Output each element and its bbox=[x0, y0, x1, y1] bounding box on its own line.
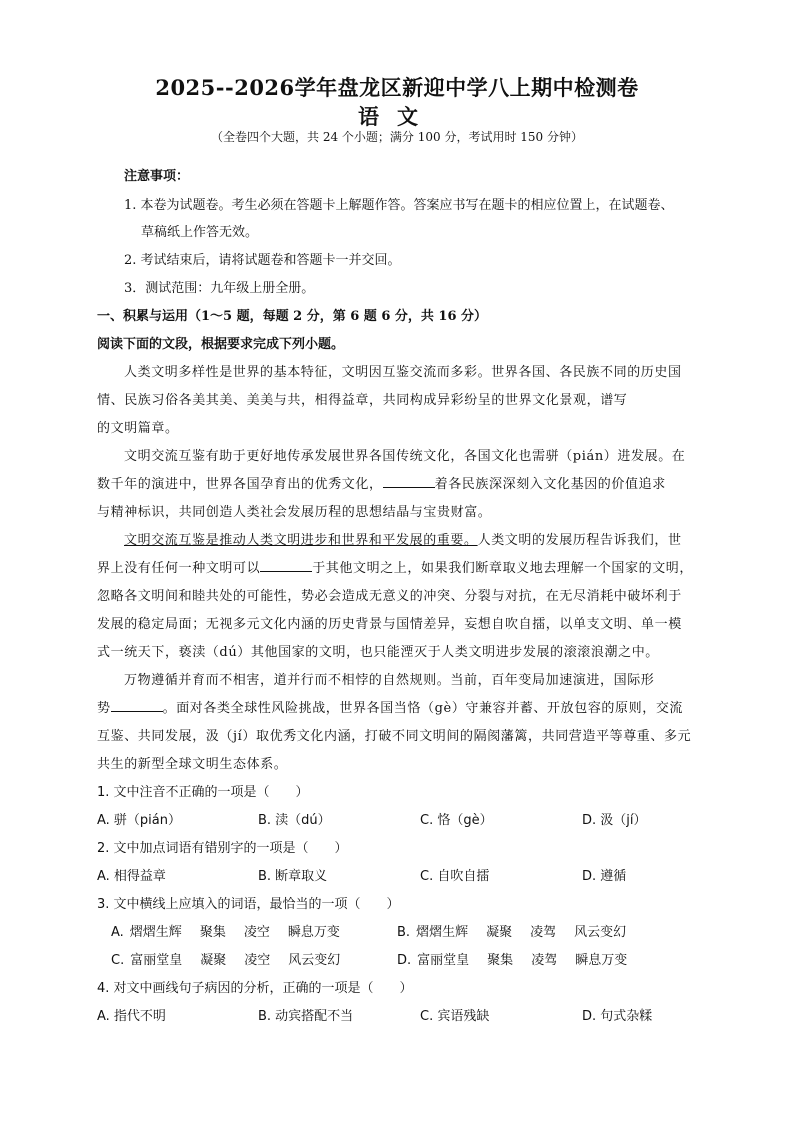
passage-line: 互鉴、共同发展，汲（jí）取优秀文化内涵，打破不同文明间的隔阂藩篱，共同营造平等尊重、多元 bbox=[97, 729, 692, 744]
passage-line: 共生的新型全球文明生态体系。 bbox=[97, 757, 288, 772]
notice-item-3: 3．测试范围：九年级上册全册。 bbox=[124, 281, 315, 296]
notice-heading: 注意事项： bbox=[124, 169, 190, 184]
option-word: 富丽堂皇 bbox=[417, 953, 470, 968]
exam-info: （全卷四个大题，共 24 个小题；满分 100 分，考试用时 150 分钟） bbox=[211, 130, 583, 144]
option-c[interactable]: C. 自吹自擂 bbox=[420, 869, 490, 884]
underlined-sentence: 文明交流互鉴是推动人类文明进步和世界和平发展的重要。 bbox=[124, 533, 478, 548]
option-a[interactable]: A. 相得益章 bbox=[97, 869, 166, 884]
option-word: 富丽堂皇 bbox=[130, 953, 183, 968]
fill-blank bbox=[383, 475, 435, 488]
passage-line: 忽略各文明间和睦共处的可能性，势必会造成无意义的冲突、分裂与对抗，在无尽消耗中破坏利于 bbox=[97, 589, 682, 604]
passage-text: 人类文明的发展历程告诉我们，世 bbox=[477, 533, 682, 548]
question-stem: 2. 文中加点词语有错别字的一项是（ ） bbox=[97, 841, 348, 856]
section-heading: 一、积累与运用（1～5 题，每题 2 分，第 6 题 6 分，共 16 分） bbox=[97, 309, 488, 324]
option-word: 凝聚 bbox=[200, 953, 227, 968]
option-label: B. bbox=[397, 925, 411, 940]
passage-line bbox=[124, 529, 682, 548]
section-instruction: 阅读下面的文段，根据要求完成下列小题。 bbox=[97, 337, 345, 352]
option-b[interactable]: B. 动宾搭配不当 bbox=[258, 1009, 354, 1024]
option-word: 瞬息万变 bbox=[575, 953, 628, 968]
passage-line bbox=[97, 473, 666, 492]
option-d[interactable]: D. 句式杂糅 bbox=[582, 1009, 653, 1024]
option-word: 瞬息万变 bbox=[287, 925, 340, 940]
option-word: 凌空 bbox=[243, 925, 270, 940]
option-word: 熠熠生辉 bbox=[416, 925, 469, 940]
option-word: 熠熠生辉 bbox=[129, 925, 182, 940]
passage-line: 发展的稳定局面；无视多元文化内涵的历史背景与国情差异，妄想自吹自擂，以单支文明、单一模 bbox=[97, 617, 682, 632]
passage-text: 势 bbox=[97, 701, 111, 716]
passage-line bbox=[97, 697, 683, 716]
passage-text: 。面对各类全球性风险挑战，世界各国当恪（gè）守兼容并蓄、开放包容的原则，交流 bbox=[162, 701, 684, 716]
option-a[interactable] bbox=[111, 921, 358, 940]
passage-text: 界上没有任何一种文明可以 bbox=[97, 561, 261, 576]
notice-item-2: 2. 考试结束后，请将试题卷和答题卡一并交回。 bbox=[124, 253, 401, 268]
notice-item-1-cont: 草稿纸上作答无效。 bbox=[141, 225, 259, 240]
option-word: 凌空 bbox=[244, 953, 271, 968]
option-c[interactable]: C. 恪（gè） bbox=[420, 813, 493, 828]
option-word: 风云变幻 bbox=[288, 953, 341, 968]
passage-text: 于其他文明之上，如果我们断章取义地去理解一个国家的文明， bbox=[312, 561, 694, 576]
option-a[interactable]: A. 指代不明 bbox=[97, 1009, 166, 1024]
passage-line: 文明交流互鉴有助于更好地传承发展世界各国传统文化，各国文化也需骈（pián）进发展。在 bbox=[124, 449, 686, 464]
option-word: 凌驾 bbox=[530, 925, 557, 940]
option-word: 聚集 bbox=[199, 925, 226, 940]
passage-text: 数千年的演进中，世界各国孕育出的优秀文化， bbox=[97, 477, 383, 492]
question-stem: 1. 文中注音不正确的一项是（ ） bbox=[97, 785, 309, 800]
option-b[interactable]: B. 渎（dú） bbox=[258, 813, 331, 828]
passage-line: 式一统天下，亵渎（dú）其他国家的文明，也只能湮灭于人类文明进步发展的滚滚浪潮之中。 bbox=[97, 645, 659, 660]
option-b[interactable]: B. 断章取义 bbox=[258, 869, 328, 884]
fill-blank bbox=[111, 699, 163, 712]
option-word: 凝聚 bbox=[486, 925, 513, 940]
option-label: D. bbox=[397, 953, 412, 968]
option-d[interactable] bbox=[397, 949, 645, 968]
passage-line: 的文明篇章。 bbox=[97, 421, 179, 436]
question-stem: 3. 文中横线上应填入的词语，最恰当的一项（ ） bbox=[97, 897, 400, 912]
option-b[interactable] bbox=[397, 921, 644, 940]
option-c[interactable] bbox=[111, 949, 358, 968]
option-word: 聚集 bbox=[487, 953, 514, 968]
subject-title: 语文 bbox=[358, 104, 436, 129]
option-d[interactable]: D. 遵循 bbox=[582, 869, 627, 884]
passage-text: 着各民族深深刻入文化基因的价值追求 bbox=[434, 477, 666, 492]
passage-line: 万物遵循并育而不相害，道并行而不相悖的自然规则。当前，百年变局加速演进，国际形 bbox=[124, 673, 655, 688]
option-label: A. bbox=[111, 925, 124, 940]
passage-line: 与精神标识，共同创造人类社会发展历程的思想结晶与宝贵财富。 bbox=[97, 505, 492, 520]
passage-line bbox=[97, 557, 693, 576]
option-a[interactable]: A. 骈（pián） bbox=[97, 813, 181, 828]
question-stem: 4. 对文中画线句子病因的分析，正确的一项是（ ） bbox=[97, 981, 413, 996]
option-word: 风云变幻 bbox=[574, 925, 627, 940]
passage-line: 人类文明多样性是世界的基本特征，文明因互鉴交流而多彩。世界各国、各民族不同的历史国 bbox=[124, 365, 682, 380]
notice-item-1: 1. 本卷为试题卷。考生必须在答题卡上解题作答。答案应书写在题卡的相应位置上，在试题卷、 bbox=[124, 198, 674, 213]
exam-title: 2025--2026学年盘龙区新迎中学八上期中检测卷 bbox=[155, 75, 639, 100]
passage-line: 情、民族习俗各美其美、美美与共，相得益章，共同构成异彩纷呈的世界文化景观，谱写 bbox=[97, 393, 628, 408]
option-c[interactable]: C. 宾语残缺 bbox=[420, 1009, 490, 1024]
fill-blank bbox=[260, 559, 312, 572]
option-word: 凌驾 bbox=[531, 953, 558, 968]
option-d[interactable]: D. 汲（jí） bbox=[582, 813, 647, 828]
option-label: C. bbox=[111, 953, 125, 968]
